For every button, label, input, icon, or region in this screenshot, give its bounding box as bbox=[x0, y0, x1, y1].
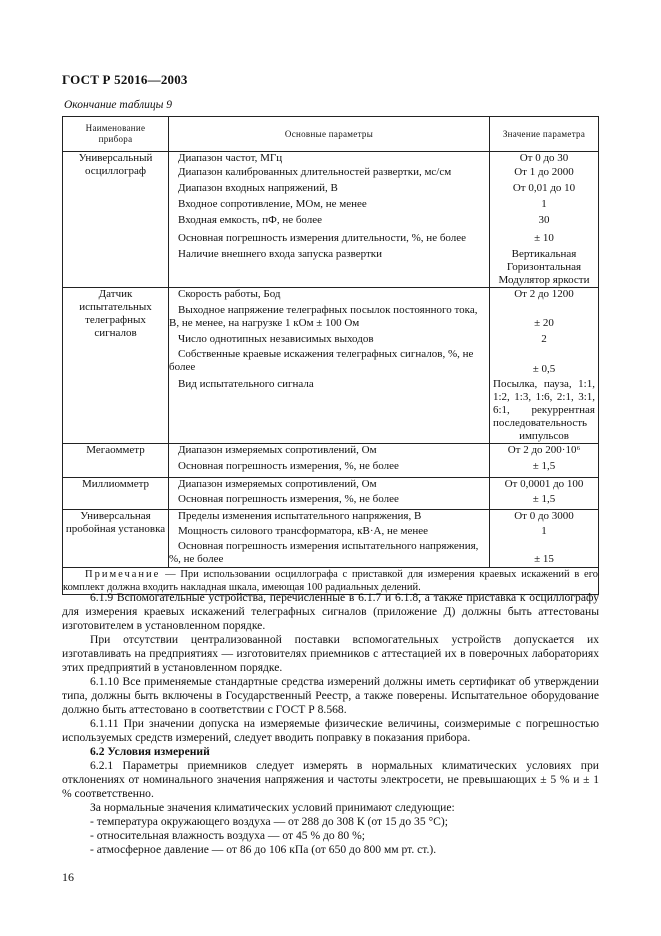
note-text: — При использовании осциллографа с приставкой для измерения краевых искажений в его комплект должна входить накладная шкала, имеющая 100 радиальных делений. bbox=[63, 569, 598, 593]
param-item: Мощность силового трансформатора, кВ·А, не менее bbox=[178, 525, 428, 537]
param-item: Диапазон входных напряжений, В bbox=[178, 182, 338, 194]
table-caption: Окончание таблицы 9 bbox=[64, 99, 172, 111]
values-cell bbox=[490, 510, 599, 568]
value-item: ± 15 bbox=[534, 553, 554, 565]
value-item: Вертикальная Горизонтальная Модулятор яркости bbox=[498, 248, 590, 286]
table-header-row bbox=[63, 117, 599, 152]
device-name: Универсальная пробойная установка bbox=[63, 510, 169, 568]
params-cell bbox=[169, 152, 490, 288]
col-header-value: Значение параметра bbox=[490, 117, 599, 152]
device-name: Универсальный осциллограф bbox=[63, 152, 169, 288]
param-item: Диапазон измеряемых сопротивлений, Ом bbox=[178, 478, 377, 490]
param-item: Скорость работы, Бод bbox=[178, 288, 281, 300]
params-cell bbox=[169, 478, 490, 510]
values-cell bbox=[490, 478, 599, 510]
value-item: От 2 до 1200 bbox=[514, 288, 574, 300]
param-item: Диапазон калиброванных длительностей развертки, мс/см bbox=[178, 166, 452, 178]
section-heading: 6.2 Условия измерений bbox=[90, 745, 210, 758]
param-item: Вид испытательного сигнала bbox=[178, 378, 314, 390]
param-item: Наличие внешнего входа запуска развертки bbox=[178, 248, 383, 260]
note-label: Примечание bbox=[85, 569, 161, 580]
table-row bbox=[63, 152, 599, 288]
value-item: 30 bbox=[538, 214, 550, 226]
value-item: ± 0,5 bbox=[532, 363, 556, 375]
page-number: 16 bbox=[62, 870, 74, 884]
param-item: Диапазон измеряемых сопротивлений, Ом bbox=[178, 444, 377, 456]
table-row bbox=[63, 510, 599, 568]
values-cell bbox=[490, 152, 599, 288]
params-cell bbox=[169, 444, 490, 478]
params-cell bbox=[169, 510, 490, 568]
param-item: Диапазон частот, МГц bbox=[178, 152, 283, 164]
value-item: Посылка, пауза, 1:1, 1:2, 1:3, 1:6, 2:1, 3:1, 6:1, рекуррентная последовательность импульсов bbox=[493, 378, 595, 442]
value-item: От 0 до 3000 bbox=[514, 510, 574, 522]
standard-header: ГОСТ Р 52016—2003 bbox=[62, 72, 188, 87]
device-name: Миллиомметр bbox=[63, 478, 169, 510]
param-item: Число однотипных независимых выходов bbox=[178, 333, 374, 345]
param-item: Основная погрешность измерения длительности, %, не более bbox=[178, 232, 467, 244]
body-text bbox=[62, 591, 599, 857]
params-cell bbox=[169, 288, 490, 444]
value-item: ± 10 bbox=[534, 232, 554, 244]
value-item: 2 bbox=[541, 333, 547, 345]
value-item: От 2 до 200·10⁶ bbox=[507, 444, 581, 456]
paragraph: 6.2.1 Параметры приемников следует измерять в нормальных климатических условиях при отклонениях от номинального значения напряжения и частоты электросети, не превышающих ± 5 % и ± 1 % соответственно. bbox=[62, 759, 599, 800]
device-name: Мегаомметр bbox=[63, 444, 169, 478]
value-item: ± 20 bbox=[534, 317, 554, 329]
value-item: ± 1,5 bbox=[532, 493, 556, 505]
param-item: Выходное напряжение телеграфных посылок постоянного тока, В, не менее, на нагрузке 1 кОм ± 100 Ом bbox=[169, 304, 478, 329]
param-item: Входное сопротивление, МОм, не менее bbox=[178, 198, 367, 210]
list-item: - атмосферное давление — от 86 до 106 кПа (от 650 до 800 мм рт. ст.). bbox=[90, 843, 437, 856]
value-item: От 0,01 до 10 bbox=[512, 182, 576, 194]
value-item: От 0,0001 до 100 bbox=[504, 478, 584, 490]
value-item: 1 bbox=[541, 198, 547, 210]
param-item: Основная погрешность измерения испытательного напряжения, %, не более bbox=[169, 540, 479, 565]
param-item: Основная погрешность измерения, %, не более bbox=[178, 493, 399, 505]
table-9 bbox=[62, 116, 599, 595]
col-header-device: Наименование прибора bbox=[63, 117, 169, 152]
table-row bbox=[63, 478, 599, 510]
param-item: Основная погрешность измерения, %, не более bbox=[178, 460, 399, 472]
device-name: Датчик испытательных телеграфных сигналов bbox=[63, 288, 169, 444]
value-item: ± 1,5 bbox=[532, 460, 556, 472]
param-item: Пределы изменения испытательного напряжения, В bbox=[178, 510, 422, 522]
values-cell bbox=[490, 288, 599, 444]
paragraph: За нормальные значения климатических условий принимают следующие: bbox=[90, 801, 455, 814]
col-header-params: Основные параметры bbox=[169, 117, 490, 152]
value-item: 1 bbox=[541, 525, 547, 537]
table-row bbox=[63, 444, 599, 478]
param-item: Собственные краевые искажения телеграфных сигналов, %, не более bbox=[169, 348, 474, 373]
param-item: Входная емкость, пФ, не более bbox=[178, 214, 323, 226]
list-item: - относительная влажность воздуха — от 45 % до 80 %; bbox=[90, 829, 365, 842]
paragraph: 6.1.11 При значении допуска на измеряемые физические величины, соизмеримые с погрешностью используемых средств измерений, следует вводить поправку в показания прибора. bbox=[62, 717, 599, 744]
paragraph: 6.1.9 Вспомогательные устройства, перечисленные в 6.1.7 и 6.1.8, а также приставка к осциллографу для измерения краевых искажений телеграфных сигналов (приложение Д) должны быть аттестованы изготовителем в установленном порядке. bbox=[62, 591, 599, 632]
value-item: От 1 до 2000 bbox=[514, 166, 574, 178]
list-item: - температура окружающего воздуха — от 288 до 308 К (от 15 до 35 °С); bbox=[90, 815, 448, 828]
paragraph: 6.1.10 Все применяемые стандартные средства измерений должны иметь сертификат об утверждении типа, должны быть включены в Государственный Реестр, а также поверены. Испытательное оборудование должно быть аттестовано в соответствии с ГОСТ Р 8.568. bbox=[62, 675, 599, 716]
value-item: От 0 до 30 bbox=[519, 152, 569, 164]
values-cell bbox=[490, 444, 599, 478]
paragraph: При отсутствии централизованной поставки вспомогательных устройств допускается их изготавливать на предприятиях — изготовителях приемников с аттестацией их в поверочных лабораториях этих предприятий в установленном порядке. bbox=[62, 633, 599, 674]
table-row bbox=[63, 288, 599, 444]
